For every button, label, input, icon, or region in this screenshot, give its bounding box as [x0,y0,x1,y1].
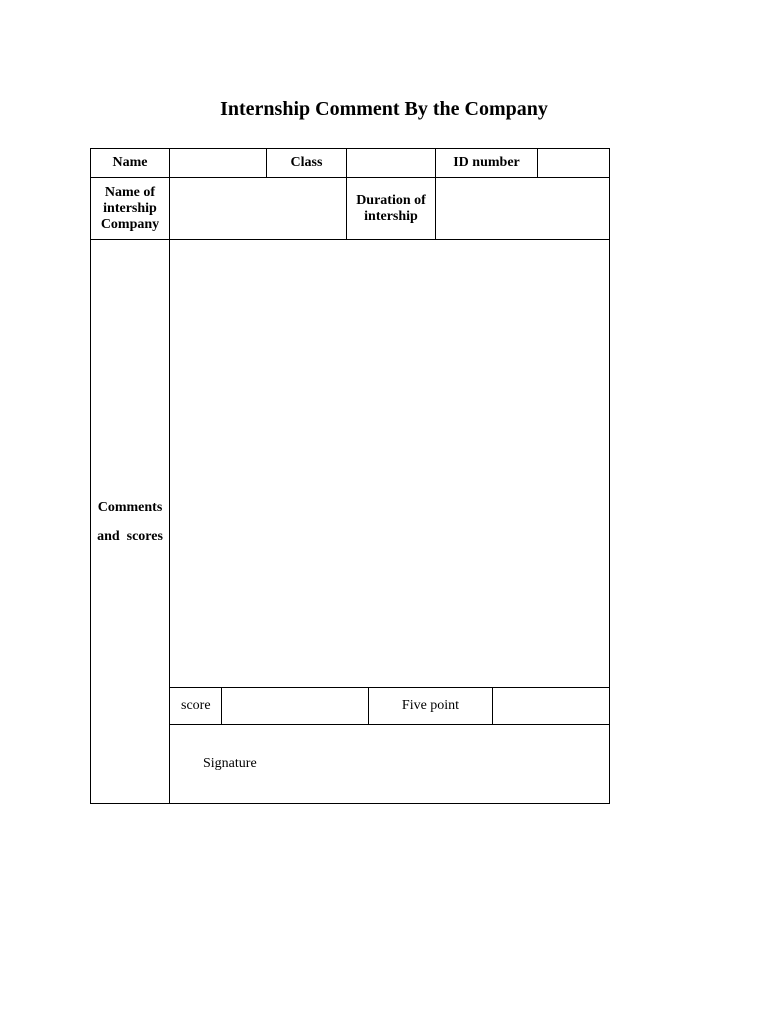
score-label-text: score [181,698,211,713]
five-point-field[interactable] [492,687,610,725]
name-label-text: Name [112,155,148,170]
five-point-label [368,687,493,725]
id-number-label-text: ID number [453,155,520,170]
id-number-field[interactable] [537,148,610,178]
comments-label-line2: and scores [97,528,163,544]
name-field[interactable] [169,148,267,178]
company-name-field[interactable] [169,177,347,240]
comments-field[interactable] [169,239,610,688]
page-title: Internship Comment By the Company [220,98,548,120]
score-label [169,687,222,725]
duration-field[interactable] [435,177,610,240]
name-label [90,148,170,178]
comments-label [90,239,170,804]
class-field[interactable] [346,148,436,178]
score-field[interactable] [221,687,369,725]
duration-label-text: Duration of intership [356,192,426,224]
class-label [266,148,347,178]
id-number-label [435,148,538,178]
comments-label-line1: Comments [97,499,163,515]
class-label-text: Class [290,155,323,170]
signature-label: Signature [203,756,257,771]
five-point-label-text: Five point [401,698,460,713]
company-name-label-text: Name of intership Company [100,184,160,232]
signature-field[interactable] [169,724,610,804]
company-name-label [90,177,170,240]
duration-label [346,177,436,240]
